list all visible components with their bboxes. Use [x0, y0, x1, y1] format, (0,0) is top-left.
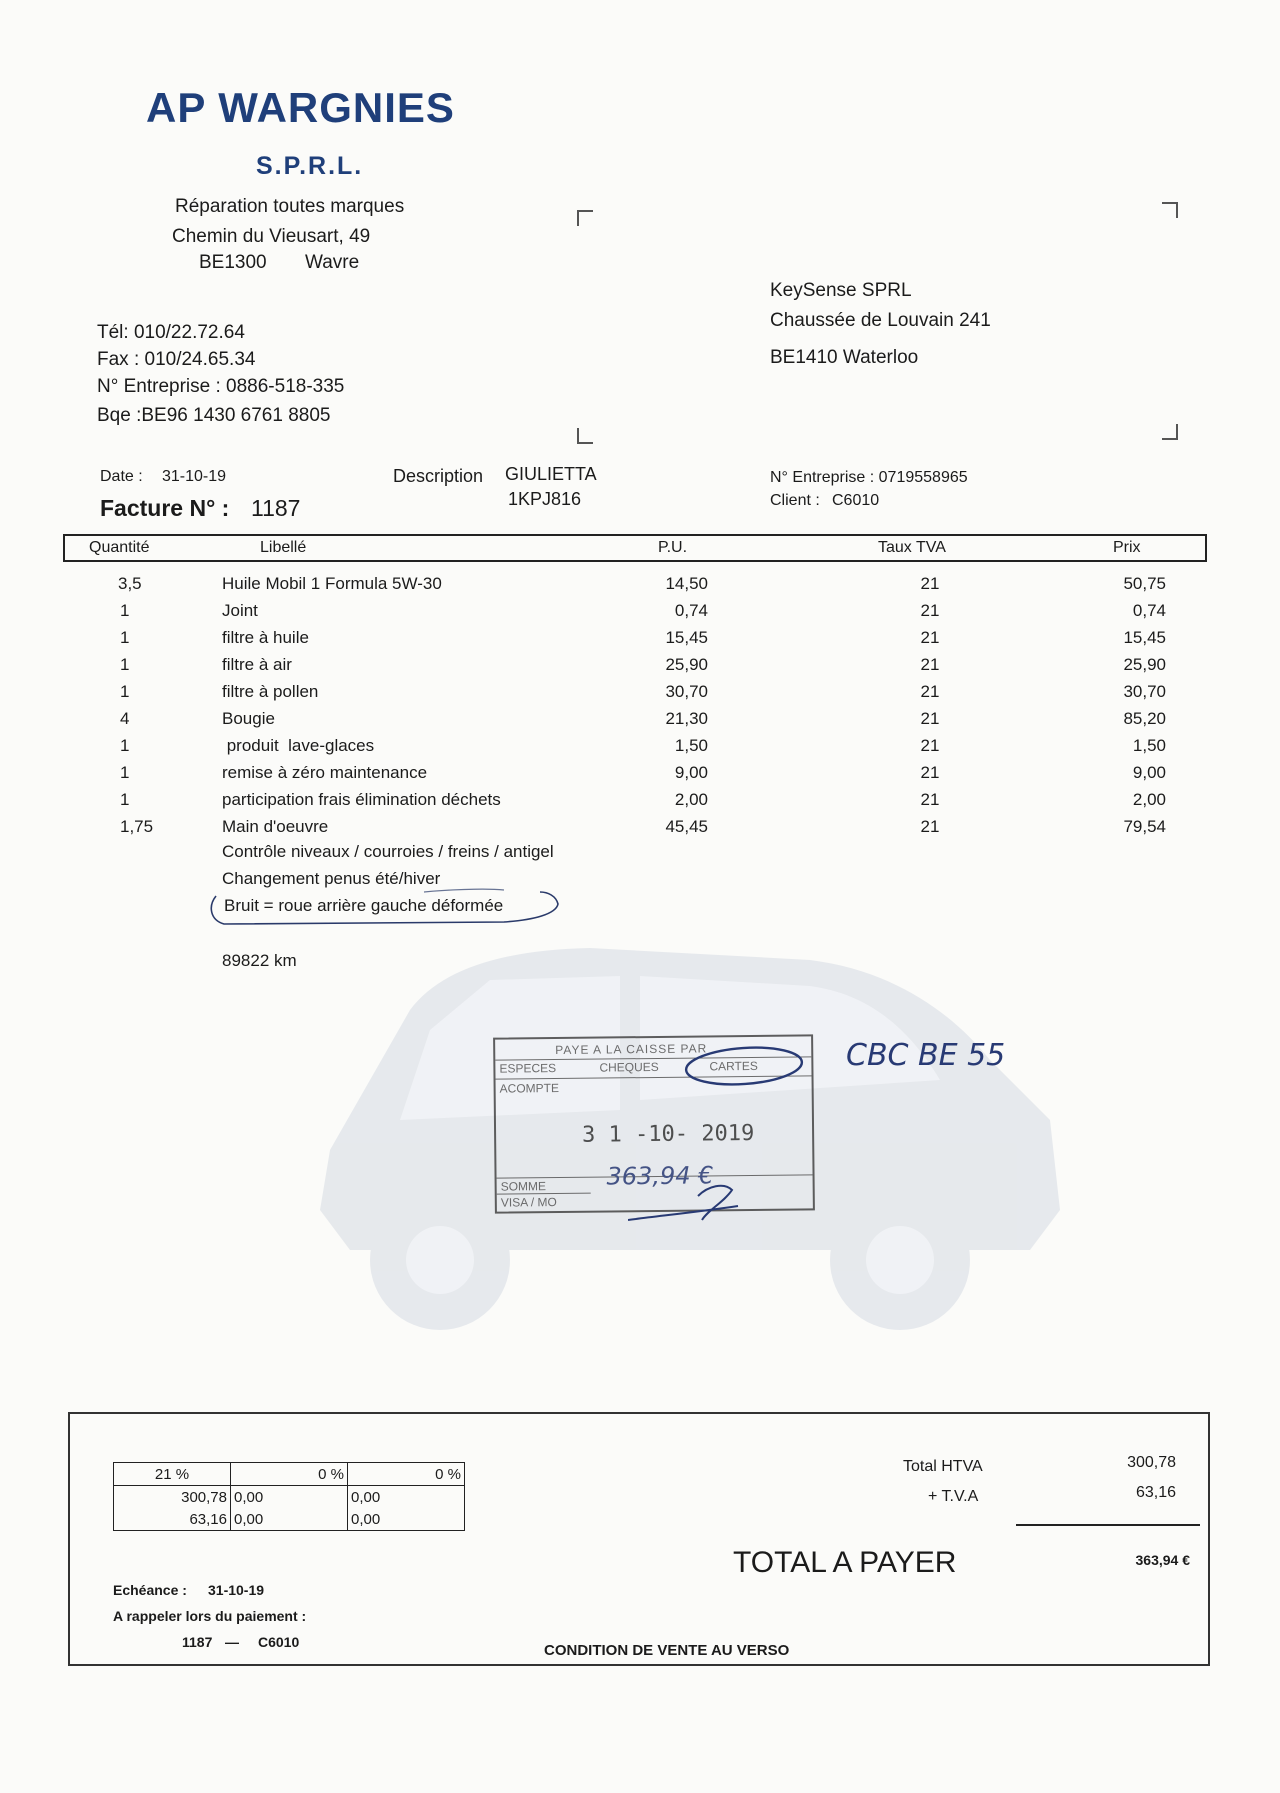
sale-conditions-note: CONDITION DE VENTE AU VERSO: [544, 1642, 790, 1659]
vat-tax-0b: 0,00: [348, 1508, 465, 1531]
row-quantity: 1: [120, 601, 130, 620]
reference-separator: —: [225, 1634, 239, 1650]
row-label: filtre à pollen: [222, 682, 319, 701]
row-vat-rate: 21: [920, 709, 940, 728]
company-tel: Tél: 010/22.72.64: [97, 322, 245, 343]
company-name: AP WARGNIES: [146, 84, 455, 131]
row-label: filtre à huile: [222, 628, 309, 647]
row-unit-price: 9,00: [674, 763, 708, 782]
stamp-deposit: ACOMPTE: [499, 1080, 560, 1096]
due-label: Echéance :: [113, 1582, 187, 1598]
company-street: Chemin du Vieusart, 49: [172, 226, 371, 247]
company-postcode: BE1300: [199, 252, 267, 273]
stamp-sum-label: SOMME: [500, 1179, 547, 1194]
row-price: 15,45: [1123, 628, 1166, 647]
row-unit-price: 21,30: [665, 709, 708, 728]
row-label: Huile Mobil 1 Formula 5W-30: [222, 574, 442, 593]
table-row: [0, 705, 1280, 732]
handwritten-circle-cards: [682, 1042, 808, 1090]
row-price: 30,70: [1123, 682, 1166, 701]
row-quantity: 4: [120, 709, 130, 728]
row-unit-price: 2,00: [674, 790, 708, 809]
row-unit-price: 45,45: [665, 817, 708, 836]
row-price: 2,00: [1132, 790, 1166, 809]
row-label: Joint: [222, 601, 258, 620]
row-label: produit lave-glaces: [222, 736, 375, 755]
summary-box: [68, 1412, 1210, 1666]
mileage: 89822 km: [222, 951, 297, 970]
row-price: 79,54: [1123, 817, 1166, 836]
vat-header-0b: 0 %: [348, 1463, 465, 1486]
note-noise: Bruit = roue arrière gauche déformée: [224, 896, 504, 915]
reference-client: C6010: [258, 1634, 300, 1650]
vat-base-0b: 0,00: [348, 1486, 465, 1509]
row-unit-price: 14,50: [665, 574, 708, 593]
row-vat-rate: 21: [920, 574, 940, 593]
note-checks: Contrôle niveaux / courroies / freins / antigel: [222, 842, 554, 861]
row-quantity: 1: [120, 682, 130, 701]
payment-reminder: A rappeler lors du paiement :: [113, 1608, 307, 1624]
tva-label: + T.V.A: [928, 1488, 979, 1505]
client-city: BE1410 Waterloo: [770, 347, 919, 368]
row-vat-rate: 21: [920, 628, 940, 647]
stamp-option-cheques: CHEQUES: [599, 1059, 659, 1075]
row-label: Main d'oeuvre: [222, 817, 329, 836]
table-row: [0, 651, 1280, 678]
header-vat-rate: Taux TVA: [878, 539, 946, 556]
table-row: [0, 759, 1280, 786]
row-label: Bougie: [222, 709, 275, 728]
table-row: [0, 678, 1280, 705]
items-table-header: [63, 534, 1207, 562]
client-enterprise-number: N° Entreprise : 0719558965: [770, 469, 968, 486]
header-quantity: Quantité: [89, 539, 150, 556]
header-unit-price: P.U.: [658, 539, 688, 556]
handwritten-signature: [628, 1176, 748, 1226]
total-divider: [1016, 1524, 1200, 1526]
invoice-date: 31-10-19: [162, 468, 227, 485]
row-vat-rate: 21: [920, 601, 940, 620]
company-enterprise-number: N° Entreprise : 0886-518-335: [97, 376, 345, 397]
description-model: GIULIETTA: [505, 464, 597, 484]
company-fax: Fax : 010/24.65.34: [97, 349, 256, 370]
date-label: Date :: [100, 468, 143, 485]
address-corner-bottom-right: [1162, 424, 1178, 440]
stamp-paid-at: PAYE A LA CAISSE PAR: [555, 1041, 708, 1058]
row-quantity: 1: [120, 736, 130, 755]
row-vat-rate: 21: [920, 817, 940, 836]
total-htva-label: Total HTVA: [903, 1458, 983, 1475]
header-price: Prix: [1113, 539, 1141, 556]
address-corner-top-right: [1162, 202, 1178, 218]
handwritten-bank-note: CBC BE 55: [846, 1038, 1006, 1073]
description-label: Description: [393, 466, 484, 486]
row-price: 0,74: [1132, 601, 1166, 620]
table-row: [0, 597, 1280, 624]
row-quantity: 1: [120, 655, 130, 674]
vat-base-0a: 0,00: [231, 1486, 348, 1509]
row-price: 1,50: [1132, 736, 1166, 755]
stamp-sum-value: 363,94 €: [606, 1161, 714, 1191]
row-unit-price: 25,90: [665, 655, 708, 674]
stamp-visa-label: VISA / MO: [500, 1195, 557, 1210]
row-quantity: 1: [120, 790, 130, 809]
address-corner-bottom-left: [577, 428, 593, 444]
invoice-number-label: Facture N° :: [100, 495, 230, 521]
row-unit-price: 0,74: [674, 601, 708, 620]
row-price: 85,20: [1123, 709, 1166, 728]
vat-tax-0a: 0,00: [231, 1508, 348, 1531]
reference-invoice: 1187: [182, 1634, 213, 1650]
row-price: 50,75: [1123, 574, 1166, 593]
invoice-number: 1187: [251, 495, 301, 521]
client-name: KeySense SPRL: [770, 280, 912, 301]
row-vat-rate: 21: [920, 655, 940, 674]
vat-breakdown-table: [113, 1462, 465, 1531]
row-vat-rate: 21: [920, 682, 940, 701]
row-label: filtre à air: [222, 655, 292, 674]
row-price: 25,90: [1123, 655, 1166, 674]
row-vat-rate: 21: [920, 790, 940, 809]
row-unit-price: 30,70: [665, 682, 708, 701]
row-label: remise à zéro maintenance: [222, 763, 428, 782]
vat-base-21: 300,78: [114, 1486, 231, 1509]
row-label: participation frais élimination déchets: [222, 790, 501, 809]
stamp-option-cash: ESPECES: [499, 1061, 557, 1076]
client-code-label: Client :: [770, 492, 820, 509]
stamp-date: 3 1 -10- 2019: [581, 1120, 755, 1148]
company-bank: Bqe :BE96 1430 6761 8805: [97, 405, 331, 426]
company-form: S.P.R.L.: [256, 152, 364, 180]
total-to-pay-label: TOTAL A PAYER: [733, 1546, 957, 1579]
client-code: C6010: [832, 492, 880, 509]
table-row: [0, 732, 1280, 759]
tva-value: 63,16: [1135, 1484, 1176, 1501]
company-city: Wavre: [305, 252, 360, 273]
vat-header-21: 21 %: [114, 1463, 231, 1486]
table-row: [0, 813, 1280, 840]
row-quantity: 1: [120, 763, 130, 782]
row-vat-rate: 21: [920, 763, 940, 782]
row-vat-rate: 21: [920, 736, 940, 755]
description-plate: 1KPJ816: [508, 489, 582, 509]
due-date: 31-10-19: [208, 1582, 265, 1598]
row-quantity: 1: [120, 628, 130, 647]
total-htva-value: 300,78: [1127, 1454, 1176, 1471]
stamp-option-cards: CARTES: [709, 1058, 758, 1074]
vat-tax-21: 63,16: [114, 1508, 231, 1531]
row-unit-price: 15,45: [665, 628, 708, 647]
row-price: 9,00: [1132, 763, 1166, 782]
header-label: Libellé: [260, 539, 307, 556]
company-tagline: Réparation toutes marques: [175, 196, 405, 217]
vat-header-0a: 0 %: [231, 1463, 348, 1486]
table-row: [0, 570, 1280, 597]
note-tyres: Changement penus été/hiver: [222, 869, 441, 888]
client-street: Chaussée de Louvain 241: [770, 310, 991, 331]
row-quantity: 1,75: [120, 817, 154, 836]
address-corner-top-left: [577, 210, 593, 226]
table-row: [0, 786, 1280, 813]
row-quantity: 3,5: [118, 574, 142, 593]
table-row: [0, 624, 1280, 651]
total-to-pay-value: 363,94 €: [1135, 1552, 1190, 1568]
row-unit-price: 1,50: [674, 736, 708, 755]
